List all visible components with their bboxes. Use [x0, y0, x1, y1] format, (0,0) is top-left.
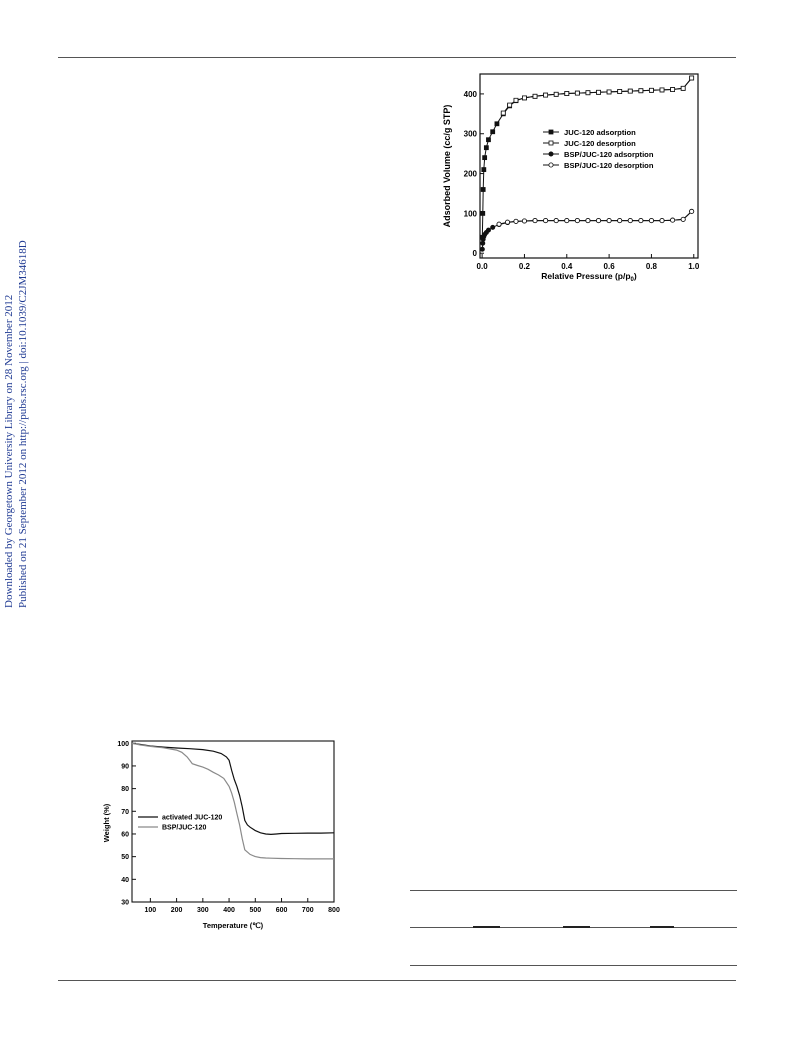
table-top-rule: [410, 890, 737, 891]
y-tick-label: 90: [121, 763, 129, 771]
series-3: [497, 209, 694, 226]
data-point: [514, 219, 518, 223]
data-point: [508, 103, 512, 107]
data-point: [628, 218, 632, 222]
adsorption-isotherm-chart: [430, 60, 730, 290]
data-point: [554, 92, 558, 96]
series-line: [482, 211, 691, 249]
data-point: [690, 209, 694, 213]
legend-label: BSP/JUC-120 adsorption: [564, 150, 654, 159]
data-point: [618, 90, 622, 94]
data-point: [628, 89, 632, 93]
legend-label: JUC-120 desorption: [564, 139, 636, 148]
x-tick-label: 100: [144, 907, 157, 914]
x-tick-label: 1.0: [688, 262, 700, 271]
data-point: [671, 218, 675, 222]
y-tick-label: 70: [121, 808, 129, 816]
y-axis-label: Weight (%): [102, 803, 111, 843]
x-tick-label: 0.8: [645, 262, 657, 271]
data-point: [596, 218, 600, 222]
footer-rule: [58, 980, 736, 981]
table-header-underline: [563, 926, 590, 928]
data-point: [565, 218, 569, 222]
legend-marker: [549, 141, 553, 145]
table-bottom-rule: [410, 965, 737, 966]
data-point: [639, 218, 643, 222]
series-line-1: [132, 743, 334, 859]
y-tick-label: 0: [472, 249, 477, 259]
data-point: [482, 168, 486, 172]
data-point: [671, 88, 675, 92]
published-note: Published on 21 September 2012 on http://pubs.rsc.org | doi:10.1039/C2JM34618D: [17, 240, 29, 608]
series-2: [480, 209, 694, 251]
data-point: [495, 122, 499, 126]
tga-chart: [100, 735, 340, 935]
data-point: [681, 217, 685, 221]
y-tick-label: 400: [463, 89, 477, 99]
data-point: [649, 88, 653, 92]
data-point: [491, 130, 495, 134]
legend-label: activated JUC-120: [162, 814, 223, 822]
data-point: [660, 88, 664, 92]
data-point: [505, 220, 509, 224]
data-point: [649, 218, 653, 222]
y-tick-label: 50: [121, 854, 129, 862]
header-rule: [58, 57, 736, 58]
legend-marker: [549, 163, 553, 167]
data-point: [486, 138, 490, 142]
data-point: [533, 94, 537, 98]
y-tick-label: 60: [121, 831, 129, 839]
x-tick-label: 0.2: [518, 262, 531, 271]
data-point: [660, 218, 664, 222]
data-point: [522, 219, 526, 223]
download-note: Downloaded by Georgetown University Library on 28 November 2012: [3, 294, 15, 608]
legend-marker: [549, 152, 553, 156]
data-point: [607, 90, 611, 94]
y-tick-label: 80: [121, 786, 129, 794]
data-point: [586, 91, 590, 95]
data-point: [483, 156, 487, 160]
x-tick-label: 800: [328, 907, 340, 914]
legend-label: BSP/JUC-120: [162, 824, 207, 832]
x-tick-label: 0.0: [476, 262, 488, 271]
data-point: [607, 218, 611, 222]
x-tick-label: 600: [275, 907, 288, 914]
data-point: [586, 218, 590, 222]
data-point: [544, 93, 548, 97]
y-tick-label: 200: [463, 169, 477, 179]
download-watermark: [2, 240, 38, 608]
legend-marker: [549, 130, 553, 134]
x-tick-label: 0.4: [561, 262, 573, 271]
data-point: [486, 228, 490, 232]
data-point: [690, 76, 694, 80]
legend-label: JUC-120 adsorption: [564, 128, 636, 137]
data-point: [522, 96, 526, 100]
series-1: [501, 76, 693, 115]
data-point: [533, 218, 537, 222]
x-tick-label: 400: [223, 907, 235, 914]
data-point: [597, 90, 601, 94]
data-point: [575, 218, 579, 222]
data-point: [618, 218, 622, 222]
data-point: [554, 218, 558, 222]
data-point: [481, 187, 485, 191]
data-point: [491, 225, 495, 229]
y-tick-label: 300: [463, 129, 477, 139]
x-axis-label: Relative Pressure $(p/p_0)$: [541, 271, 637, 283]
data-point: [481, 241, 485, 245]
data-point: [501, 111, 505, 115]
data-point: [484, 146, 488, 150]
data-point: [481, 211, 485, 215]
data-point: [565, 92, 569, 96]
x-tick-label: 0.6: [603, 262, 615, 271]
table-header-underline: [650, 926, 674, 928]
data-point: [639, 89, 643, 93]
data-point: [514, 98, 518, 102]
x-tick-label: 200: [170, 907, 183, 914]
legend-label: BSP/JUC-120 desorption: [564, 161, 654, 170]
data-point: [544, 218, 548, 222]
y-tick-label: 100: [463, 209, 477, 219]
x-tick-label: 500: [249, 907, 262, 914]
data-point: [681, 86, 685, 90]
table-header-underline: [473, 926, 500, 928]
y-axis-label: Adsorbed Volume (cc/g STP): [442, 104, 452, 228]
y-tick-label: 40: [121, 876, 129, 884]
x-axis-label: Temperature (℃): [202, 921, 264, 930]
series-line: [503, 78, 691, 113]
x-tick-label: 700: [301, 907, 314, 914]
data-point: [575, 91, 579, 95]
data-point: [497, 222, 501, 226]
y-tick-label: 30: [121, 899, 129, 907]
x-tick-label: 300: [196, 907, 209, 914]
y-tick-label: 100: [117, 740, 129, 748]
data-point: [480, 247, 484, 251]
